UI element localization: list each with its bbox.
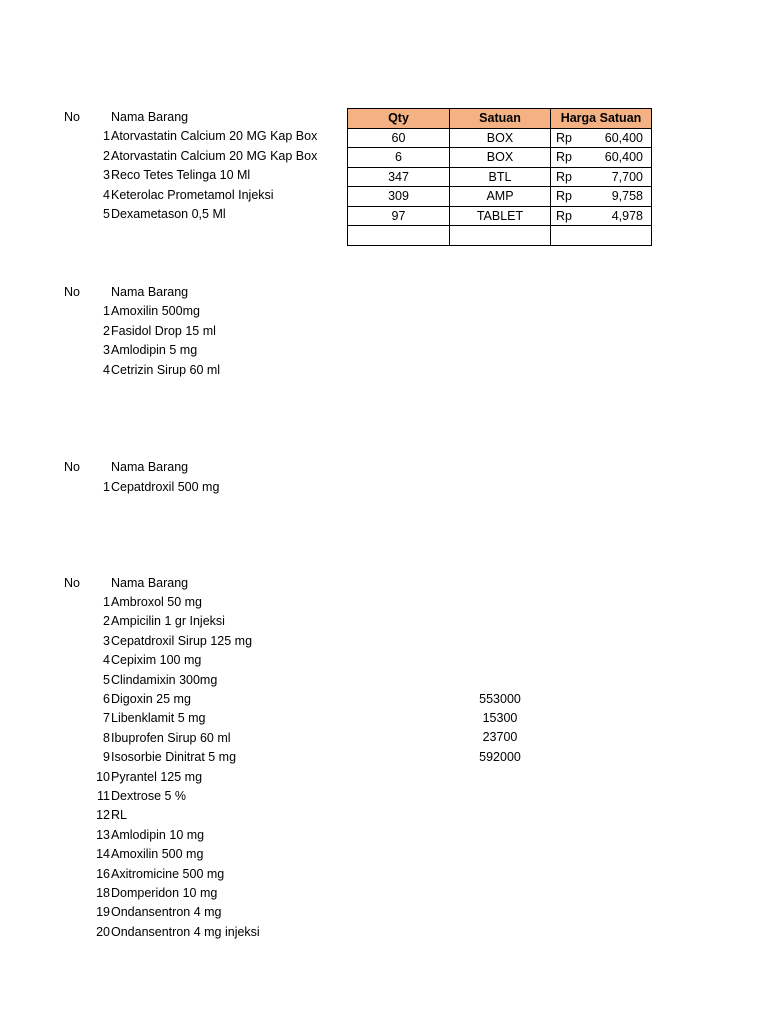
item-number: 7: [103, 711, 110, 726]
cell-unit: TABLET: [450, 206, 551, 226]
cell-price: [551, 167, 652, 187]
table-row: [348, 206, 652, 226]
currency-label: Rp: [556, 208, 572, 223]
item-name: Amoxilin 500 mg: [111, 847, 204, 862]
side-value: 15300: [482, 711, 518, 725]
item-name: Isosorbie Dinitrat 5 mg: [111, 750, 237, 765]
item-name: Reco Tetes Telinga 10 Ml: [111, 168, 251, 182]
price-value: 60,400: [604, 150, 643, 165]
item-name: Ampicilin 1 gr Injeksi: [111, 614, 225, 629]
item-number: 3: [103, 633, 110, 648]
item-name: Dexametason 0,5 Ml: [111, 207, 226, 221]
item-name: Amlodipin 10 mg: [111, 827, 205, 842]
cell-unit: BOX: [450, 128, 551, 148]
cell-empty: [348, 226, 450, 246]
section3-header-name: Nama Barang: [111, 460, 189, 474]
item-number: 19: [96, 905, 110, 920]
item-name: Ibuprofen Sirup 60 ml: [111, 730, 231, 745]
side-value: 553000: [479, 692, 521, 706]
item-name: Cepatdroxil Sirup 125 mg: [111, 633, 253, 648]
cell-qty: 6: [348, 148, 450, 168]
list-item: [80, 884, 217, 903]
header-unit: Satuan: [450, 109, 551, 129]
list-item: [80, 845, 203, 864]
list-item: [80, 341, 197, 360]
list-item: [80, 729, 231, 748]
item-number: 12: [96, 808, 110, 823]
section1-header-no: No: [64, 110, 80, 124]
side-value: 592000: [479, 750, 521, 764]
list-item: [80, 186, 274, 205]
list-item: [80, 127, 317, 146]
item-number: 2: [103, 323, 110, 338]
cell-price: [551, 206, 652, 226]
list-item: [80, 478, 219, 497]
price-value: 9,758: [611, 189, 643, 204]
list-item: [80, 709, 206, 728]
item-name: Axitromicine 500 mg: [111, 866, 225, 881]
item-number: 1: [103, 480, 110, 494]
item-name: Libenklamit 5 mg: [111, 711, 206, 726]
list-item: [80, 302, 200, 321]
item-name: Atorvastatin Calcium 20 MG Kap Box: [111, 148, 318, 163]
item-number: 2: [103, 614, 110, 629]
item-number: 4: [103, 187, 110, 202]
list-item: [80, 671, 217, 690]
list-item: [80, 748, 236, 767]
list-item: [80, 361, 220, 380]
item-name: Cetrizin Sirup 60 ml: [111, 362, 221, 377]
cell-price: [551, 148, 652, 168]
item-name: Ambroxol 50 mg: [111, 595, 203, 609]
price-value: 60,400: [604, 130, 643, 145]
cell-qty: 60: [348, 128, 450, 148]
item-name: Atorvastatin Calcium 20 MG Kap Box: [111, 129, 318, 143]
table-row: [348, 167, 652, 187]
list-item: [80, 147, 317, 166]
item-number: 6: [103, 692, 110, 706]
item-name: Dextrose 5 %: [111, 789, 187, 803]
item-name: RL: [111, 808, 127, 823]
item-number: 2: [103, 148, 110, 163]
item-number: 14: [96, 847, 110, 862]
list-item: [80, 806, 127, 825]
item-number: 20: [96, 924, 110, 939]
item-number: 4: [103, 362, 110, 377]
list-item: [80, 651, 201, 670]
item-number: 1: [103, 595, 110, 609]
item-name: Keterolac Prometamol Injeksi: [111, 187, 274, 202]
section2-header-name: Nama Barang: [111, 285, 189, 299]
cell-unit: BTL: [450, 167, 551, 187]
price-table: [347, 108, 652, 246]
item-number: 9: [103, 750, 110, 765]
item-name: Amlodipin 5 mg: [111, 343, 198, 357]
side-value: 23700: [482, 730, 518, 744]
list-item: [80, 865, 224, 884]
item-name: Fasidol Drop 15 ml: [111, 323, 216, 338]
table-header-row: [348, 109, 652, 129]
item-name: Cepatdroxil 500 mg: [111, 480, 220, 494]
table-row: [348, 187, 652, 207]
list-item: [80, 923, 260, 942]
currency-label: Rp: [556, 130, 572, 145]
item-number: 3: [103, 343, 110, 357]
header-price: Harga Satuan: [551, 109, 652, 129]
item-number: 1: [103, 129, 110, 143]
list-item: [80, 322, 216, 341]
cell-price: [551, 187, 652, 207]
cell-qty: 309: [348, 187, 450, 207]
item-name: Clindamixin 300mg: [111, 672, 218, 687]
item-number: 10: [96, 769, 110, 784]
section4-header-no: No: [64, 576, 80, 590]
item-number: 8: [103, 730, 110, 745]
section3-header-no: No: [64, 460, 80, 474]
item-name: Digoxin 25 mg: [111, 692, 191, 706]
cell-empty: [450, 226, 551, 246]
list-item: [80, 166, 250, 185]
currency-label: Rp: [556, 189, 572, 204]
section4-header-name: Nama Barang: [111, 576, 189, 590]
item-number: 5: [103, 672, 110, 687]
section1-header-name: Nama Barang: [111, 110, 189, 124]
list-item: [80, 632, 252, 651]
currency-label: Rp: [556, 169, 572, 184]
table-row: [348, 148, 652, 168]
item-name: Pyrantel 125 mg: [111, 769, 203, 784]
currency-label: Rp: [556, 150, 572, 165]
header-qty: Qty: [348, 109, 450, 129]
price-value: 7,700: [611, 169, 643, 184]
cell-unit: BOX: [450, 148, 551, 168]
item-number: 3: [103, 168, 110, 182]
cell-price: [551, 128, 652, 148]
list-item: [80, 768, 202, 787]
item-name: Amoxilin 500mg: [111, 304, 200, 318]
list-item: [80, 787, 186, 806]
list-item: [80, 593, 202, 612]
item-number: 13: [96, 827, 110, 842]
item-number: 5: [103, 207, 110, 221]
item-name: Ondansentron 4 mg injeksi: [111, 924, 260, 939]
list-item: [80, 205, 226, 224]
table-row: [348, 128, 652, 148]
item-number: 4: [103, 653, 110, 668]
list-item: [80, 690, 191, 709]
list-item: [80, 826, 204, 845]
cell-empty: [551, 226, 652, 246]
item-name: Ondansentron 4 mg: [111, 905, 222, 920]
list-item: [80, 903, 222, 922]
cell-unit: AMP: [450, 187, 551, 207]
price-value: 4,978: [611, 208, 643, 223]
cell-qty: 97: [348, 206, 450, 226]
cell-qty: 347: [348, 167, 450, 187]
item-name: Cepixim 100 mg: [111, 653, 202, 668]
item-name: Domperidon 10 mg: [111, 886, 218, 900]
item-number: 18: [96, 886, 110, 900]
list-item: [80, 612, 225, 631]
section2-header-no: No: [64, 285, 80, 299]
item-number: 1: [103, 304, 110, 318]
table-row-empty: [348, 226, 652, 246]
item-number: 16: [96, 866, 110, 881]
item-number: 11: [97, 789, 110, 803]
